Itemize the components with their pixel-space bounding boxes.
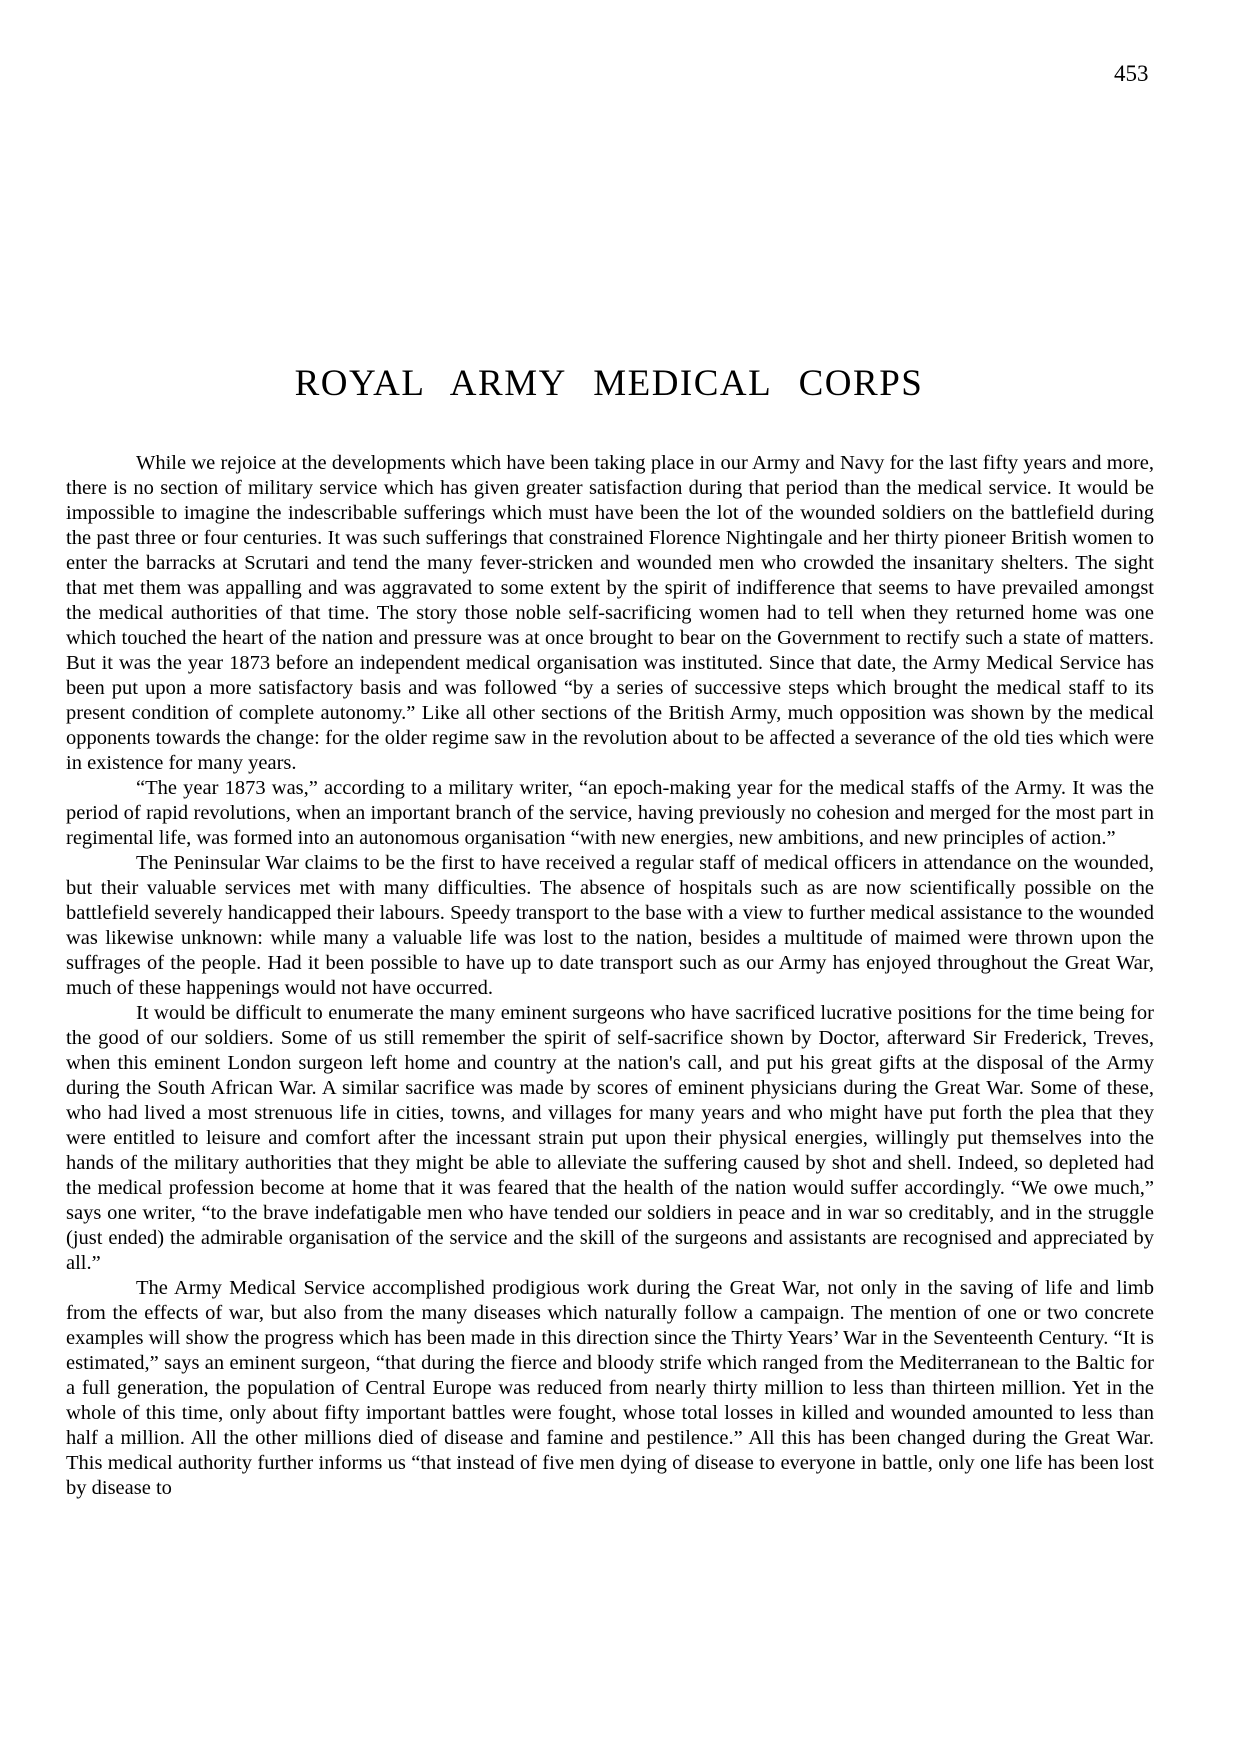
paragraph-3: The Peninsular War claims to be the first to have received a regular staff of medical officers in attendance on the wounded, but their valuable services met with many difficulties. The absence of hospitals such as are now scientifically possible on the battlefield severely handicapped their labours. Speedy transport to the base with a view to further medical assistance to the wounded was likewise unknown: while many a valuable life was lost to the nation, besides a multitude of maimed were thrown upon the suffrages of the people. Had it been possible to have up to date transport such as our Army has enjoyed throughout the Great War, much of these happenings would not have occurred. xyxy=(66,852,1154,999)
paragraph-4: It would be difficult to enumerate the many eminent surgeons who have sacrificed lucrative positions for the time being for the good of our soldiers. Some of us still remember the spirit of self-sacrifice shown by Doctor, afterward Sir Frederick, Treves, when this eminent London surgeon left home and country at the nation's call, and put his great gifts at the disposal of the Army during the South African War. A similar sacrifice was made by scores of eminent physicians during the Great War. Some of these, who had lived a most strenuous life in cities, towns, and villages for many years and who might have put forth the plea that they were entitled to leisure and comfort after the incessant strain put upon their physical energies, willingly put themselves into the hands of the military authorities that they might be able to alleviate the suffering caused by shot and shell. Indeed, so depleted had the medical profession become at home that it was feared that the health of the nation would suffer accordingly. “We owe much,” says one writer, “to the brave indefatigable men who have tended our soldiers in peace and in war so creditably, and in the struggle (just ended) the admirable organisation of the service and the skill of the surgeons and assistants are recognised and appreciated by all.” xyxy=(66,1002,1154,1274)
page-number: 453 xyxy=(1114,61,1149,86)
paragraph-5: The Army Medical Service accomplished prodigious work during the Great War, not only in the saving of life and limb from the effects of war, but also from the many diseases which naturally follow a campaign. The mention of one or two concrete examples will show the progress which has been made in this direction since the Thirty Years’ War in the Seventeenth Century. “It is estimated,” says an eminent surgeon, “that during the fierce and bloody strife which ranged from the Mediterranean to the Baltic for a full generation, the population of Central Europe was reduced from nearly thirty million to less than thirteen million. Yet in the whole of this time, only about fifty important battles were fought, whose total losses in killed and wounded amounted to less than half a million. All the other millions died of disease and famine and pestilence.” All this has been changed during the Great War. This medical authority further informs us “that instead of five men dying of disease to everyone in battle, only one life has been lost by disease to xyxy=(66,1277,1154,1499)
paragraph-1: While we rejoice at the developments which have been taking place in our Army and Navy for the last fifty years and more, there is no section of military service which has given greater satisfaction during that period than the medical service. It would be impossible to imagine the indescribable sufferings which must have been the lot of the wounded soldiers on the battlefield during the past three or four centuries. It was such sufferings that constrained Florence Nightingale and her thirty pioneer British women to enter the barracks at Scrutari and tend the many fever-stricken and wounded men who crowded the insanitary shelters. The sight that met them was appalling and was aggravated to some extent by the spirit of indifference that seems to have prevailed amongst the medical authorities of that time. The story those noble self-sacrificing women had to tell when they returned home was one which touched the heart of the nation and pressure was at once brought to bear on the Government to rectify such a state of matters. But it was the year 1873 before an independent medical organisation was instituted. Since that date, the Army Medical Service has been put upon a more satisfactory basis and was followed “by a series of successive steps which brought the medical staff to its present condition of complete autonomy.” Like all other sections of the British Army, much opposition was shown by the medical opponents towards the change: for the older regime saw in the revolution about to be affected a severance of the old ties which were in existence for many years. xyxy=(66,452,1154,774)
page-title: ROYAL ARMY MEDICAL CORPS xyxy=(294,363,924,404)
paragraph-2: “The year 1873 was,” according to a military writer, “an epoch-making year for the medical staffs of the Army. It was the period of rapid revolutions, when an important branch of the service, having previously no cohesion and merged for the most part in regimental life, was formed into an autonomous organisation “with new energies, new ambitions, and new principles of action.” xyxy=(66,777,1154,849)
body-text xyxy=(66,451,1154,1501)
